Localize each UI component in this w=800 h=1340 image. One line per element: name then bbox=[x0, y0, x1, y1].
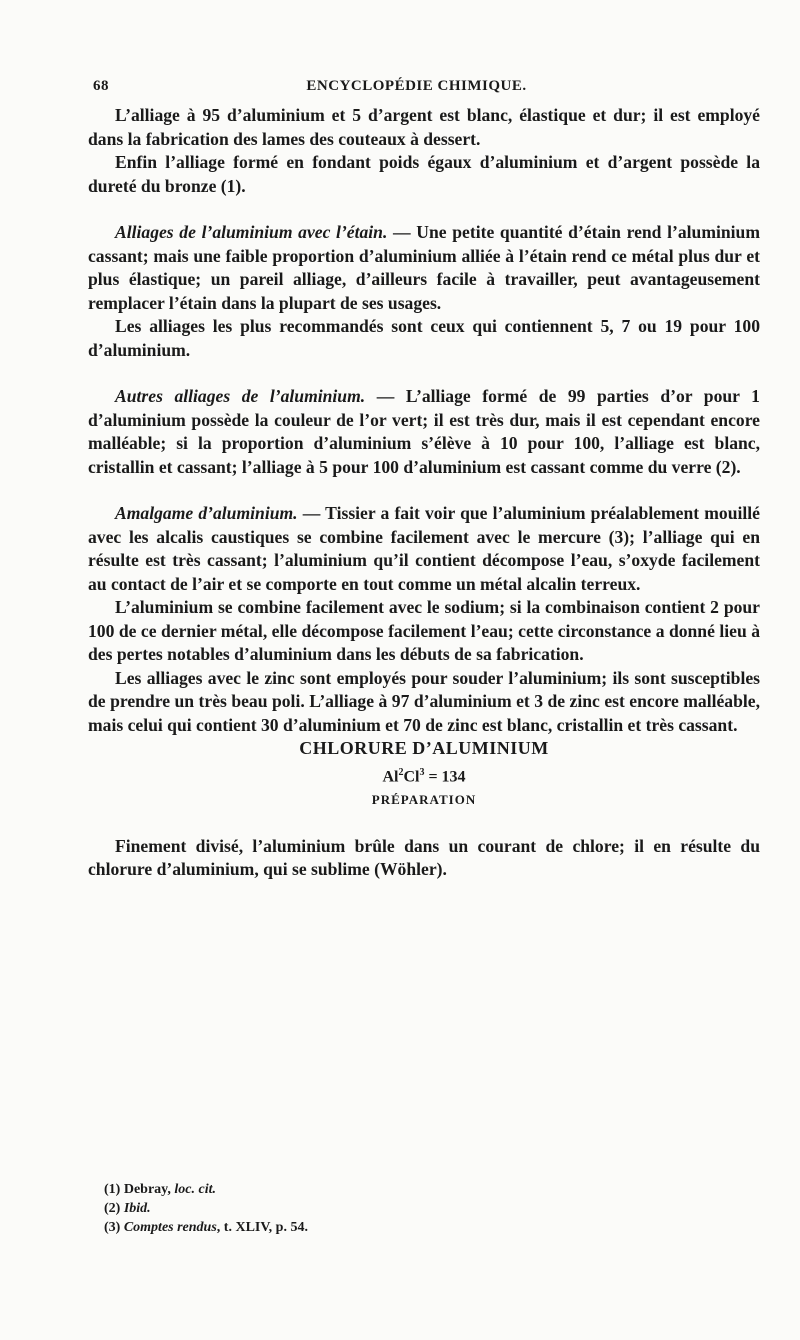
subsection-title: PRÉPARATION bbox=[371, 792, 477, 808]
footnote: (3) Comptes rendus, t. XLIV, p. 54. bbox=[104, 1220, 308, 1235]
section-heading-tin: Alliages de l’aluminium avec l’étain. bbox=[115, 222, 388, 242]
footnote: (2) Ibid. bbox=[104, 1201, 151, 1216]
paragraph-text: — L’alliage formé de 99 parties d’or pour 1 d’aluminium possède la couleur de l’or vert; il est très dur, mais il est cependant encore malléable; si la proportion d’aluminium s’élève à 10 pour 100, l’alliage est blanc, cristallin et cassant; l’alliage à 5 pour 100 d’aluminium est cassant comme du verre (2). bbox=[88, 386, 760, 477]
paragraph-text: — Une petite quantité d’étain rend l’aluminium cassant; mais une faible proportion d’aluminium alliée à l’étain rend ce métal plus dur et plus élastique; un pareil alliage, d’ailleurs facile à travailler, peut avantageusement remplacer l’étain dans la plupart de ses usages. bbox=[88, 222, 760, 313]
paragraph: Enfin l’alliage formé en fondant poids égaux d’aluminium et d’argent possède la dureté du bronze (1). bbox=[88, 152, 760, 196]
section-heading-amalgam: Amalgame d’aluminium. bbox=[115, 503, 298, 523]
paragraph bbox=[88, 385, 760, 479]
chapter-title: CHLORURE D’ALUMINIUM bbox=[299, 738, 549, 758]
paragraph: Les alliages avec le zinc sont employés pour souder l’aluminium; ils sont susceptibles de prendre un très beau poli. L’alliage à 97 d’aluminium et 3 de zinc est encore malléable, mais celui qui contient 30 d’aluminium et 70 de zinc est blanc, cristallin et très cassant. bbox=[88, 667, 760, 735]
paragraph: L’alliage à 95 d’aluminium et 5 d’argent est blanc, élastique et dur; il est employé dans la fabrication des lames des couteaux à dessert. bbox=[88, 105, 760, 149]
page-number: 68 bbox=[93, 78, 109, 94]
section-heading-other: Autres alliages de l’aluminium. bbox=[115, 386, 366, 406]
main-text bbox=[88, 104, 760, 882]
running-header bbox=[93, 78, 740, 102]
paragraph: Finement divisé, l’aluminium brûle dans un courant de chlore; il en résulte du chlorure d’aluminium, qui se sublime (Wöhler). bbox=[88, 835, 760, 880]
paragraph bbox=[88, 502, 760, 596]
paragraph bbox=[88, 221, 760, 315]
paragraph: Les alliages les plus recommandés sont ceux qui contiennent 5, 7 ou 19 pour 100 d’aluminium. bbox=[88, 316, 760, 360]
paragraph-text: — Tissier a fait voir que l’aluminium préalablement mouillé avec les alcalis caustiques se combine facilement avec le mercure (3); l’alliage qui en résulte est très cassant; l’aluminium qu’il contient décompose l’eau, s’oxyde facilement au contact de l’air et se comporte en tout comme un métal alcalin terreux. bbox=[88, 503, 760, 594]
chemical-formula: $Al^2Cl^3 = 134$ bbox=[382, 766, 466, 785]
footnotes bbox=[104, 1180, 604, 1237]
paragraph: L’aluminium se combine facilement avec le sodium; si la combinaison contient 2 pour 100 de ce dernier métal, elle décompose facilement l’eau; cette circonstance a donné lieu à des pertes notables d’aluminium dans les débuts de sa fabrication. bbox=[88, 597, 760, 664]
footnote: (1) Debray, loc. cit. bbox=[104, 1182, 216, 1197]
running-title: ENCYCLOPÉDIE CHIMIQUE. bbox=[306, 78, 527, 94]
